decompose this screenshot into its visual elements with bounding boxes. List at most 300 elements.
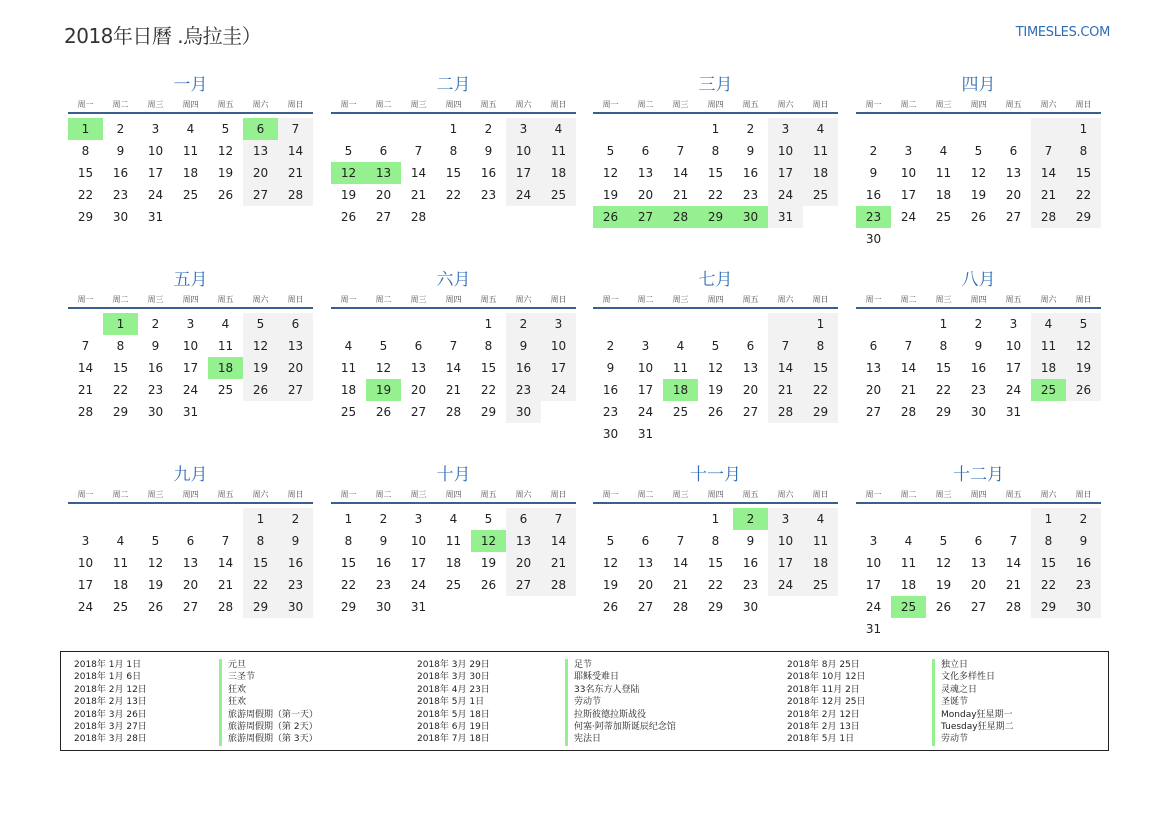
- day-cell[interactable]: 20: [506, 552, 541, 574]
- day-cell[interactable]: 2: [151, 317, 160, 331]
- day-cell[interactable]: 1: [103, 313, 138, 335]
- day-cell[interactable]: 19: [970, 188, 987, 202]
- day-cell[interactable]: 3: [506, 118, 541, 140]
- day-cell[interactable]: 27: [182, 600, 199, 614]
- day-cell[interactable]: 4: [939, 144, 948, 158]
- day-cell[interactable]: 15: [340, 556, 357, 570]
- day-cell[interactable]: 8: [711, 534, 720, 548]
- day-cell[interactable]: 19: [366, 379, 401, 401]
- day-cell[interactable]: 10: [77, 556, 94, 570]
- day-cell[interactable]: 21: [445, 383, 462, 397]
- day-cell[interactable]: 10: [1005, 339, 1022, 353]
- day-cell[interactable]: 17: [147, 166, 164, 180]
- day-cell[interactable]: 17: [77, 578, 94, 592]
- day-cell[interactable]: 29: [707, 600, 724, 614]
- day-cell[interactable]: 27: [243, 184, 278, 206]
- day-cell[interactable]: 5: [974, 144, 983, 158]
- day-cell[interactable]: 24: [541, 379, 576, 401]
- day-cell[interactable]: 11: [900, 556, 917, 570]
- day-cell[interactable]: 10: [410, 534, 427, 548]
- day-cell[interactable]: 16: [506, 357, 541, 379]
- day-cell[interactable]: 4: [221, 317, 230, 331]
- day-cell[interactable]: 22: [1031, 574, 1066, 596]
- day-cell[interactable]: 18: [1031, 357, 1066, 379]
- day-cell[interactable]: 18: [340, 383, 357, 397]
- day-cell[interactable]: 12: [217, 144, 234, 158]
- day-cell[interactable]: 9: [278, 530, 313, 552]
- day-cell[interactable]: 25: [891, 596, 926, 618]
- day-cell[interactable]: 6: [379, 144, 388, 158]
- day-cell[interactable]: 24: [410, 578, 427, 592]
- day-cell[interactable]: 11: [182, 144, 199, 158]
- day-cell[interactable]: 5: [1066, 313, 1101, 335]
- day-cell[interactable]: 29: [1066, 206, 1101, 228]
- day-cell[interactable]: 28: [768, 401, 803, 423]
- day-cell[interactable]: 27: [1005, 210, 1022, 224]
- day-cell[interactable]: 8: [484, 339, 493, 353]
- day-cell[interactable]: 7: [449, 339, 458, 353]
- day-cell[interactable]: 7: [221, 534, 230, 548]
- day-cell[interactable]: 14: [77, 361, 94, 375]
- day-cell[interactable]: 6: [746, 339, 755, 353]
- day-cell[interactable]: 30: [278, 596, 313, 618]
- site-link[interactable]: TIMESLES.COM: [1015, 25, 1110, 40]
- day-cell[interactable]: 30: [375, 600, 392, 614]
- day-cell[interactable]: 19: [935, 578, 952, 592]
- day-cell[interactable]: 15: [112, 361, 129, 375]
- day-cell[interactable]: 6: [243, 118, 278, 140]
- day-cell[interactable]: 31: [147, 210, 164, 224]
- day-cell[interactable]: 23: [742, 188, 759, 202]
- day-cell[interactable]: 15: [707, 166, 724, 180]
- day-cell[interactable]: 31: [768, 206, 803, 228]
- day-cell[interactable]: 15: [803, 357, 838, 379]
- day-cell[interactable]: 12: [471, 530, 506, 552]
- day-cell[interactable]: 28: [900, 405, 917, 419]
- day-cell[interactable]: 31: [637, 427, 654, 441]
- day-cell[interactable]: 6: [1009, 144, 1018, 158]
- day-cell[interactable]: 24: [182, 383, 199, 397]
- day-cell[interactable]: 17: [865, 578, 882, 592]
- day-cell[interactable]: 7: [676, 534, 685, 548]
- day-cell[interactable]: 2: [506, 313, 541, 335]
- day-cell[interactable]: 29: [698, 206, 733, 228]
- day-cell[interactable]: 19: [147, 578, 164, 592]
- day-cell[interactable]: 20: [865, 383, 882, 397]
- day-cell[interactable]: 17: [1005, 361, 1022, 375]
- day-cell[interactable]: 31: [1005, 405, 1022, 419]
- day-cell[interactable]: 8: [344, 534, 353, 548]
- day-cell[interactable]: 7: [1009, 534, 1018, 548]
- day-cell[interactable]: 4: [904, 534, 913, 548]
- day-cell[interactable]: 8: [116, 339, 125, 353]
- day-cell[interactable]: 21: [541, 552, 576, 574]
- day-cell[interactable]: 26: [602, 600, 619, 614]
- day-cell[interactable]: 30: [602, 427, 619, 441]
- day-cell[interactable]: 24: [1005, 383, 1022, 397]
- day-cell[interactable]: 1: [1031, 508, 1066, 530]
- day-cell[interactable]: 5: [484, 512, 493, 526]
- day-cell[interactable]: 14: [278, 140, 313, 162]
- day-cell[interactable]: 24: [147, 188, 164, 202]
- day-cell[interactable]: 23: [147, 383, 164, 397]
- day-cell[interactable]: 5: [221, 122, 230, 136]
- day-cell[interactable]: 11: [340, 361, 357, 375]
- day-cell[interactable]: 25: [217, 383, 234, 397]
- day-cell[interactable]: 17: [410, 556, 427, 570]
- day-cell[interactable]: 30: [742, 600, 759, 614]
- day-cell[interactable]: 12: [602, 166, 619, 180]
- day-cell[interactable]: 5: [344, 144, 353, 158]
- day-cell[interactable]: 19: [707, 383, 724, 397]
- day-cell[interactable]: 9: [151, 339, 160, 353]
- day-cell[interactable]: 24: [77, 600, 94, 614]
- day-cell[interactable]: 13: [506, 530, 541, 552]
- day-cell[interactable]: 12: [331, 162, 366, 184]
- day-cell[interactable]: 27: [865, 405, 882, 419]
- day-cell[interactable]: 18: [803, 552, 838, 574]
- day-cell[interactable]: 2: [379, 512, 388, 526]
- day-cell[interactable]: 20: [1005, 188, 1022, 202]
- day-cell[interactable]: 15: [1066, 162, 1101, 184]
- day-cell[interactable]: 21: [1031, 184, 1066, 206]
- day-cell[interactable]: 9: [116, 144, 125, 158]
- day-cell[interactable]: 18: [445, 556, 462, 570]
- day-cell[interactable]: 23: [742, 578, 759, 592]
- day-cell[interactable]: 3: [151, 122, 160, 136]
- day-cell[interactable]: 27: [506, 574, 541, 596]
- day-cell[interactable]: 9: [606, 361, 615, 375]
- day-cell[interactable]: 5: [151, 534, 160, 548]
- day-cell[interactable]: 9: [379, 534, 388, 548]
- day-cell[interactable]: 27: [375, 210, 392, 224]
- day-cell[interactable]: 6: [506, 508, 541, 530]
- day-cell[interactable]: 17: [637, 383, 654, 397]
- day-cell[interactable]: 29: [340, 600, 357, 614]
- day-cell[interactable]: 28: [541, 574, 576, 596]
- day-cell[interactable]: 26: [147, 600, 164, 614]
- day-cell[interactable]: 28: [663, 206, 698, 228]
- day-cell[interactable]: 14: [672, 166, 689, 180]
- day-cell[interactable]: 21: [77, 383, 94, 397]
- day-cell[interactable]: 25: [182, 188, 199, 202]
- day-cell[interactable]: 13: [970, 556, 987, 570]
- day-cell[interactable]: 30: [1066, 596, 1101, 618]
- day-cell[interactable]: 24: [768, 184, 803, 206]
- day-cell[interactable]: 20: [278, 357, 313, 379]
- day-cell[interactable]: 2: [869, 144, 878, 158]
- day-cell[interactable]: 23: [278, 574, 313, 596]
- day-cell[interactable]: 2: [733, 508, 768, 530]
- day-cell[interactable]: 19: [480, 556, 497, 570]
- day-cell[interactable]: 21: [410, 188, 427, 202]
- day-cell[interactable]: 19: [602, 578, 619, 592]
- day-cell[interactable]: 28: [445, 405, 462, 419]
- day-cell[interactable]: 14: [541, 530, 576, 552]
- day-cell[interactable]: 11: [803, 140, 838, 162]
- day-cell[interactable]: 12: [935, 556, 952, 570]
- day-cell[interactable]: 28: [217, 600, 234, 614]
- day-cell[interactable]: 26: [375, 405, 392, 419]
- day-cell[interactable]: 21: [217, 578, 234, 592]
- day-cell[interactable]: 30: [112, 210, 129, 224]
- day-cell[interactable]: 3: [768, 508, 803, 530]
- day-cell[interactable]: 19: [217, 166, 234, 180]
- day-cell[interactable]: 18: [935, 188, 952, 202]
- day-cell[interactable]: 4: [676, 339, 685, 353]
- day-cell[interactable]: 28: [77, 405, 94, 419]
- day-cell[interactable]: 17: [182, 361, 199, 375]
- day-cell[interactable]: 4: [1031, 313, 1066, 335]
- day-cell[interactable]: 20: [742, 383, 759, 397]
- day-cell[interactable]: 14: [1031, 162, 1066, 184]
- day-cell[interactable]: 3: [541, 313, 576, 335]
- day-cell[interactable]: 26: [243, 379, 278, 401]
- day-cell[interactable]: 19: [340, 188, 357, 202]
- day-cell[interactable]: 26: [970, 210, 987, 224]
- day-cell[interactable]: 25: [935, 210, 952, 224]
- day-cell[interactable]: 22: [935, 383, 952, 397]
- day-cell[interactable]: 27: [742, 405, 759, 419]
- day-cell[interactable]: 1: [711, 512, 720, 526]
- day-cell[interactable]: 14: [410, 166, 427, 180]
- day-cell[interactable]: 1: [344, 512, 353, 526]
- day-cell[interactable]: 5: [606, 534, 615, 548]
- day-cell[interactable]: 10: [768, 140, 803, 162]
- day-cell[interactable]: 7: [676, 144, 685, 158]
- day-cell[interactable]: 6: [414, 339, 423, 353]
- day-cell[interactable]: 15: [445, 166, 462, 180]
- day-cell[interactable]: 22: [243, 574, 278, 596]
- day-cell[interactable]: 12: [970, 166, 987, 180]
- day-cell[interactable]: 14: [217, 556, 234, 570]
- day-cell[interactable]: 1: [449, 122, 458, 136]
- day-cell[interactable]: 3: [1009, 317, 1018, 331]
- day-cell[interactable]: 10: [182, 339, 199, 353]
- day-cell[interactable]: 29: [77, 210, 94, 224]
- day-cell[interactable]: 17: [506, 162, 541, 184]
- day-cell[interactable]: 9: [506, 335, 541, 357]
- day-cell[interactable]: 20: [182, 578, 199, 592]
- day-cell[interactable]: 13: [637, 166, 654, 180]
- day-cell[interactable]: 16: [480, 166, 497, 180]
- day-cell[interactable]: 27: [628, 206, 663, 228]
- day-cell[interactable]: 1: [68, 118, 103, 140]
- day-cell[interactable]: 19: [1066, 357, 1101, 379]
- day-cell[interactable]: 22: [707, 188, 724, 202]
- day-cell[interactable]: 21: [900, 383, 917, 397]
- day-cell[interactable]: 25: [1031, 379, 1066, 401]
- day-cell[interactable]: 1: [711, 122, 720, 136]
- day-cell[interactable]: 28: [410, 210, 427, 224]
- day-cell[interactable]: 30: [733, 206, 768, 228]
- day-cell[interactable]: 10: [637, 361, 654, 375]
- day-cell[interactable]: 14: [768, 357, 803, 379]
- day-cell[interactable]: 2: [746, 122, 755, 136]
- day-cell[interactable]: 4: [541, 118, 576, 140]
- day-cell[interactable]: 18: [900, 578, 917, 592]
- day-cell[interactable]: 7: [768, 335, 803, 357]
- day-cell[interactable]: 27: [970, 600, 987, 614]
- day-cell[interactable]: 24: [506, 184, 541, 206]
- day-cell[interactable]: 3: [904, 144, 913, 158]
- day-cell[interactable]: 13: [243, 140, 278, 162]
- day-cell[interactable]: 2: [1066, 508, 1101, 530]
- day-cell[interactable]: 7: [278, 118, 313, 140]
- day-cell[interactable]: 20: [410, 383, 427, 397]
- day-cell[interactable]: 29: [935, 405, 952, 419]
- day-cell[interactable]: 23: [970, 383, 987, 397]
- day-cell[interactable]: 1: [484, 317, 493, 331]
- day-cell[interactable]: 6: [641, 144, 650, 158]
- day-cell[interactable]: 16: [147, 361, 164, 375]
- day-cell[interactable]: 3: [186, 317, 195, 331]
- day-cell[interactable]: 9: [746, 534, 755, 548]
- day-cell[interactable]: 26: [707, 405, 724, 419]
- day-cell[interactable]: 2: [484, 122, 493, 136]
- day-cell[interactable]: 3: [641, 339, 650, 353]
- day-cell[interactable]: 29: [1031, 596, 1066, 618]
- day-cell[interactable]: 30: [506, 401, 541, 423]
- day-cell[interactable]: 26: [480, 578, 497, 592]
- day-cell[interactable]: 6: [278, 313, 313, 335]
- day-cell[interactable]: 14: [672, 556, 689, 570]
- day-cell[interactable]: 22: [803, 379, 838, 401]
- day-cell[interactable]: 26: [1066, 379, 1101, 401]
- day-cell[interactable]: 11: [112, 556, 129, 570]
- day-cell[interactable]: 4: [116, 534, 125, 548]
- day-cell[interactable]: 15: [935, 361, 952, 375]
- day-cell[interactable]: 26: [593, 206, 628, 228]
- day-cell[interactable]: 22: [112, 383, 129, 397]
- day-cell[interactable]: 24: [900, 210, 917, 224]
- day-cell[interactable]: 12: [243, 335, 278, 357]
- day-cell[interactable]: 5: [606, 144, 615, 158]
- day-cell[interactable]: 12: [707, 361, 724, 375]
- day-cell[interactable]: 11: [445, 534, 462, 548]
- day-cell[interactable]: 30: [865, 232, 882, 246]
- day-cell[interactable]: 22: [340, 578, 357, 592]
- day-cell[interactable]: 31: [865, 622, 882, 636]
- day-cell[interactable]: 28: [1005, 600, 1022, 614]
- day-cell[interactable]: 20: [637, 578, 654, 592]
- day-cell[interactable]: 7: [81, 339, 90, 353]
- day-cell[interactable]: 18: [803, 162, 838, 184]
- day-cell[interactable]: 16: [112, 166, 129, 180]
- day-cell[interactable]: 4: [186, 122, 195, 136]
- day-cell[interactable]: 13: [366, 162, 401, 184]
- day-cell[interactable]: 22: [77, 188, 94, 202]
- day-cell[interactable]: 13: [278, 335, 313, 357]
- day-cell[interactable]: 23: [375, 578, 392, 592]
- day-cell[interactable]: 22: [707, 578, 724, 592]
- day-cell[interactable]: 10: [865, 556, 882, 570]
- day-cell[interactable]: 10: [506, 140, 541, 162]
- day-cell[interactable]: 31: [182, 405, 199, 419]
- day-cell[interactable]: 29: [243, 596, 278, 618]
- day-cell[interactable]: 27: [410, 405, 427, 419]
- day-cell[interactable]: 27: [278, 379, 313, 401]
- day-cell[interactable]: 15: [707, 556, 724, 570]
- day-cell[interactable]: 4: [803, 118, 838, 140]
- day-cell[interactable]: 21: [672, 578, 689, 592]
- day-cell[interactable]: 3: [414, 512, 423, 526]
- day-cell[interactable]: 29: [112, 405, 129, 419]
- day-cell[interactable]: 22: [480, 383, 497, 397]
- day-cell[interactable]: 18: [541, 162, 576, 184]
- day-cell[interactable]: 7: [904, 339, 913, 353]
- day-cell[interactable]: 26: [340, 210, 357, 224]
- day-cell[interactable]: 4: [803, 508, 838, 530]
- day-cell[interactable]: 25: [445, 578, 462, 592]
- day-cell[interactable]: 11: [935, 166, 952, 180]
- day-cell[interactable]: 16: [865, 188, 882, 202]
- day-cell[interactable]: 10: [900, 166, 917, 180]
- day-cell[interactable]: 27: [637, 600, 654, 614]
- day-cell[interactable]: 8: [711, 144, 720, 158]
- day-cell[interactable]: 6: [974, 534, 983, 548]
- day-cell[interactable]: 25: [803, 574, 838, 596]
- day-cell[interactable]: 22: [1066, 184, 1101, 206]
- day-cell[interactable]: 2: [974, 317, 983, 331]
- day-cell[interactable]: 1: [939, 317, 948, 331]
- day-cell[interactable]: 2: [116, 122, 125, 136]
- day-cell[interactable]: 20: [970, 578, 987, 592]
- day-cell[interactable]: 30: [970, 405, 987, 419]
- day-cell[interactable]: 28: [672, 600, 689, 614]
- day-cell[interactable]: 11: [1031, 335, 1066, 357]
- day-cell[interactable]: 16: [602, 383, 619, 397]
- day-cell[interactable]: 8: [803, 335, 838, 357]
- day-cell[interactable]: 6: [869, 339, 878, 353]
- day-cell[interactable]: 21: [1005, 578, 1022, 592]
- day-cell[interactable]: 18: [112, 578, 129, 592]
- day-cell[interactable]: 3: [768, 118, 803, 140]
- day-cell[interactable]: 5: [379, 339, 388, 353]
- day-cell[interactable]: 21: [278, 162, 313, 184]
- day-cell[interactable]: 9: [746, 144, 755, 158]
- day-cell[interactable]: 1: [243, 508, 278, 530]
- day-cell[interactable]: 14: [445, 361, 462, 375]
- day-cell[interactable]: 25: [340, 405, 357, 419]
- day-cell[interactable]: 12: [147, 556, 164, 570]
- day-cell[interactable]: 29: [803, 401, 838, 423]
- day-cell[interactable]: 29: [480, 405, 497, 419]
- day-cell[interactable]: 21: [672, 188, 689, 202]
- day-cell[interactable]: 22: [445, 188, 462, 202]
- day-cell[interactable]: 8: [449, 144, 458, 158]
- day-cell[interactable]: 15: [480, 361, 497, 375]
- day-cell[interactable]: 6: [186, 534, 195, 548]
- day-cell[interactable]: 9: [484, 144, 493, 158]
- day-cell[interactable]: 16: [1066, 552, 1101, 574]
- day-cell[interactable]: 9: [974, 339, 983, 353]
- day-cell[interactable]: 6: [641, 534, 650, 548]
- day-cell[interactable]: 8: [1066, 140, 1101, 162]
- day-cell[interactable]: 20: [637, 188, 654, 202]
- day-cell[interactable]: 7: [541, 508, 576, 530]
- day-cell[interactable]: 17: [768, 552, 803, 574]
- day-cell[interactable]: 2: [606, 339, 615, 353]
- day-cell[interactable]: 12: [602, 556, 619, 570]
- day-cell[interactable]: 19: [602, 188, 619, 202]
- day-cell[interactable]: 17: [768, 162, 803, 184]
- day-cell[interactable]: 3: [81, 534, 90, 548]
- day-cell[interactable]: 11: [541, 140, 576, 162]
- day-cell[interactable]: 18: [663, 379, 698, 401]
- day-cell[interactable]: 15: [243, 552, 278, 574]
- day-cell[interactable]: 16: [278, 552, 313, 574]
